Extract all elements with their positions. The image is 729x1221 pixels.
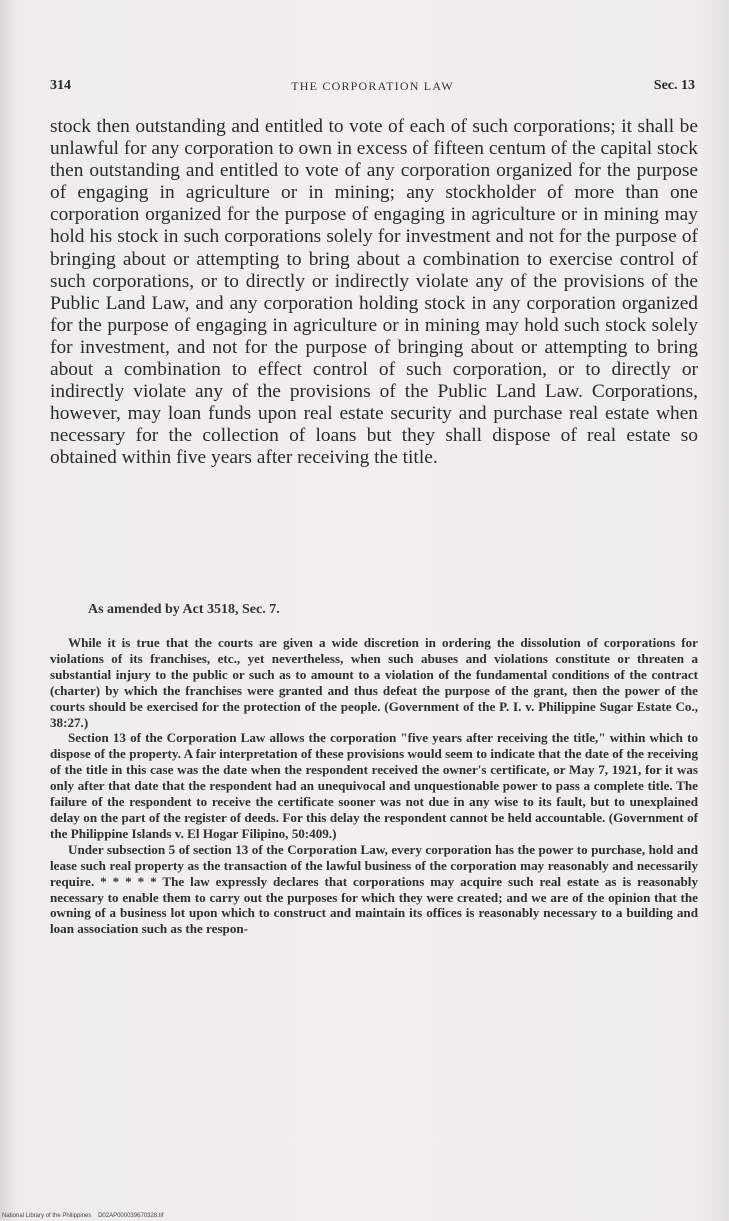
running-title: THE CORPORATION LAW [291, 79, 454, 93]
page-number: 314 [50, 78, 71, 93]
annotation-paragraph: While it is true that the courts are given a wide discretion in ordering the dissolution of corporations for violations of its franchises, etc., yet nevertheless, when such abuses and violations constitute or threaten a substantial injury to the public or such as to amount to a violation of the fundamental conditions of the contract (charter) by which the franchises were granted and thus defeat the purpose of the grant, then the power of the courts should be exercised for the protection of the people. (Government of the P. I. v. Philippine Sugar Estate Co., 38:27.) [50, 635, 698, 730]
scan-footer [2, 1213, 163, 1219]
section-label: Sec. 13 [653, 78, 695, 93]
statute-text [50, 116, 698, 470]
annotation-paragraph: Under subsection 5 of section 13 of the Corporation Law, every corporation has the power to purchase, hold and lease such real property as the transaction of the lawful business of the corporation may reasonably and necessarily require. * * * * * The law expressly declares that corporations may acquire such real estate as is reasonably necessary to enable them to carry out the purposes for which they were created; and we are of the opinion that the owning of a business lot upon which to construct and maintain its offices is reasonably necessary to a building and loan association such as the respon- [50, 841, 698, 937]
statute-paragraph: stock then outstanding and entitled to vote of each of such corporations; it shall be unlawful for any corporation to own in excess of fifteen centum of the capital stock then outstanding and entitled to vote of any corporation organized for the purpose of engaging in agriculture or in mining; any stockholder of more than one corporation organized for the purpose of engaging in agriculture or in mining may hold his stock in such corporations solely for investment and not for the purpose of bringing about or attempting to bring about a combination to exercise control of such corporations, or to directly or indirectly violate any of the provisions of the Public Land Law, and any corporation holding stock in any corporation organized for the purpose of engaging in agriculture or in mining may hold such stock solely for investment, and not for the purpose of bringing about or attempting to bring about a combination to effect control of such corporation, or to directly or indirectly violate any of the provisions of the Public Land Law. Corporations, however, may loan funds upon real estate security and purchase real estate when necessary for the collection of loans but they shall dispose of real estate so obtained within five years after receiving the title. [50, 116, 698, 469]
running-head [50, 78, 695, 98]
footer-identifier: D02AP000039670328.tif [98, 1213, 164, 1219]
footer-source: National Library of the Philippines [2, 1213, 92, 1219]
case-annotations [50, 635, 698, 937]
amendment-note: As amended by Act 3518, Sec. 7. [88, 602, 280, 617]
annotation-paragraph: Section 13 of the Corporation Law allows the corporation "five years after receiving the title," within which to dispose of the property. A fair interpretation of these provisions would seem to indicate that the date of the receiving of the title in this case was the date when the respondent received the owner's certificate, or May 7, 1921, for it was only after that date that the respondent had an unequivocal and unquestionable power to pass a complete title. The failure of the respondent to receive the certificate sooner was not due in any wise to its fault, but to unexplained delay on the part of the register of deeds. For this delay the respondent cannot be held accountable. (Government of the Philippine Islands v. El Hogar Filipino, 50:409.) [50, 730, 698, 841]
